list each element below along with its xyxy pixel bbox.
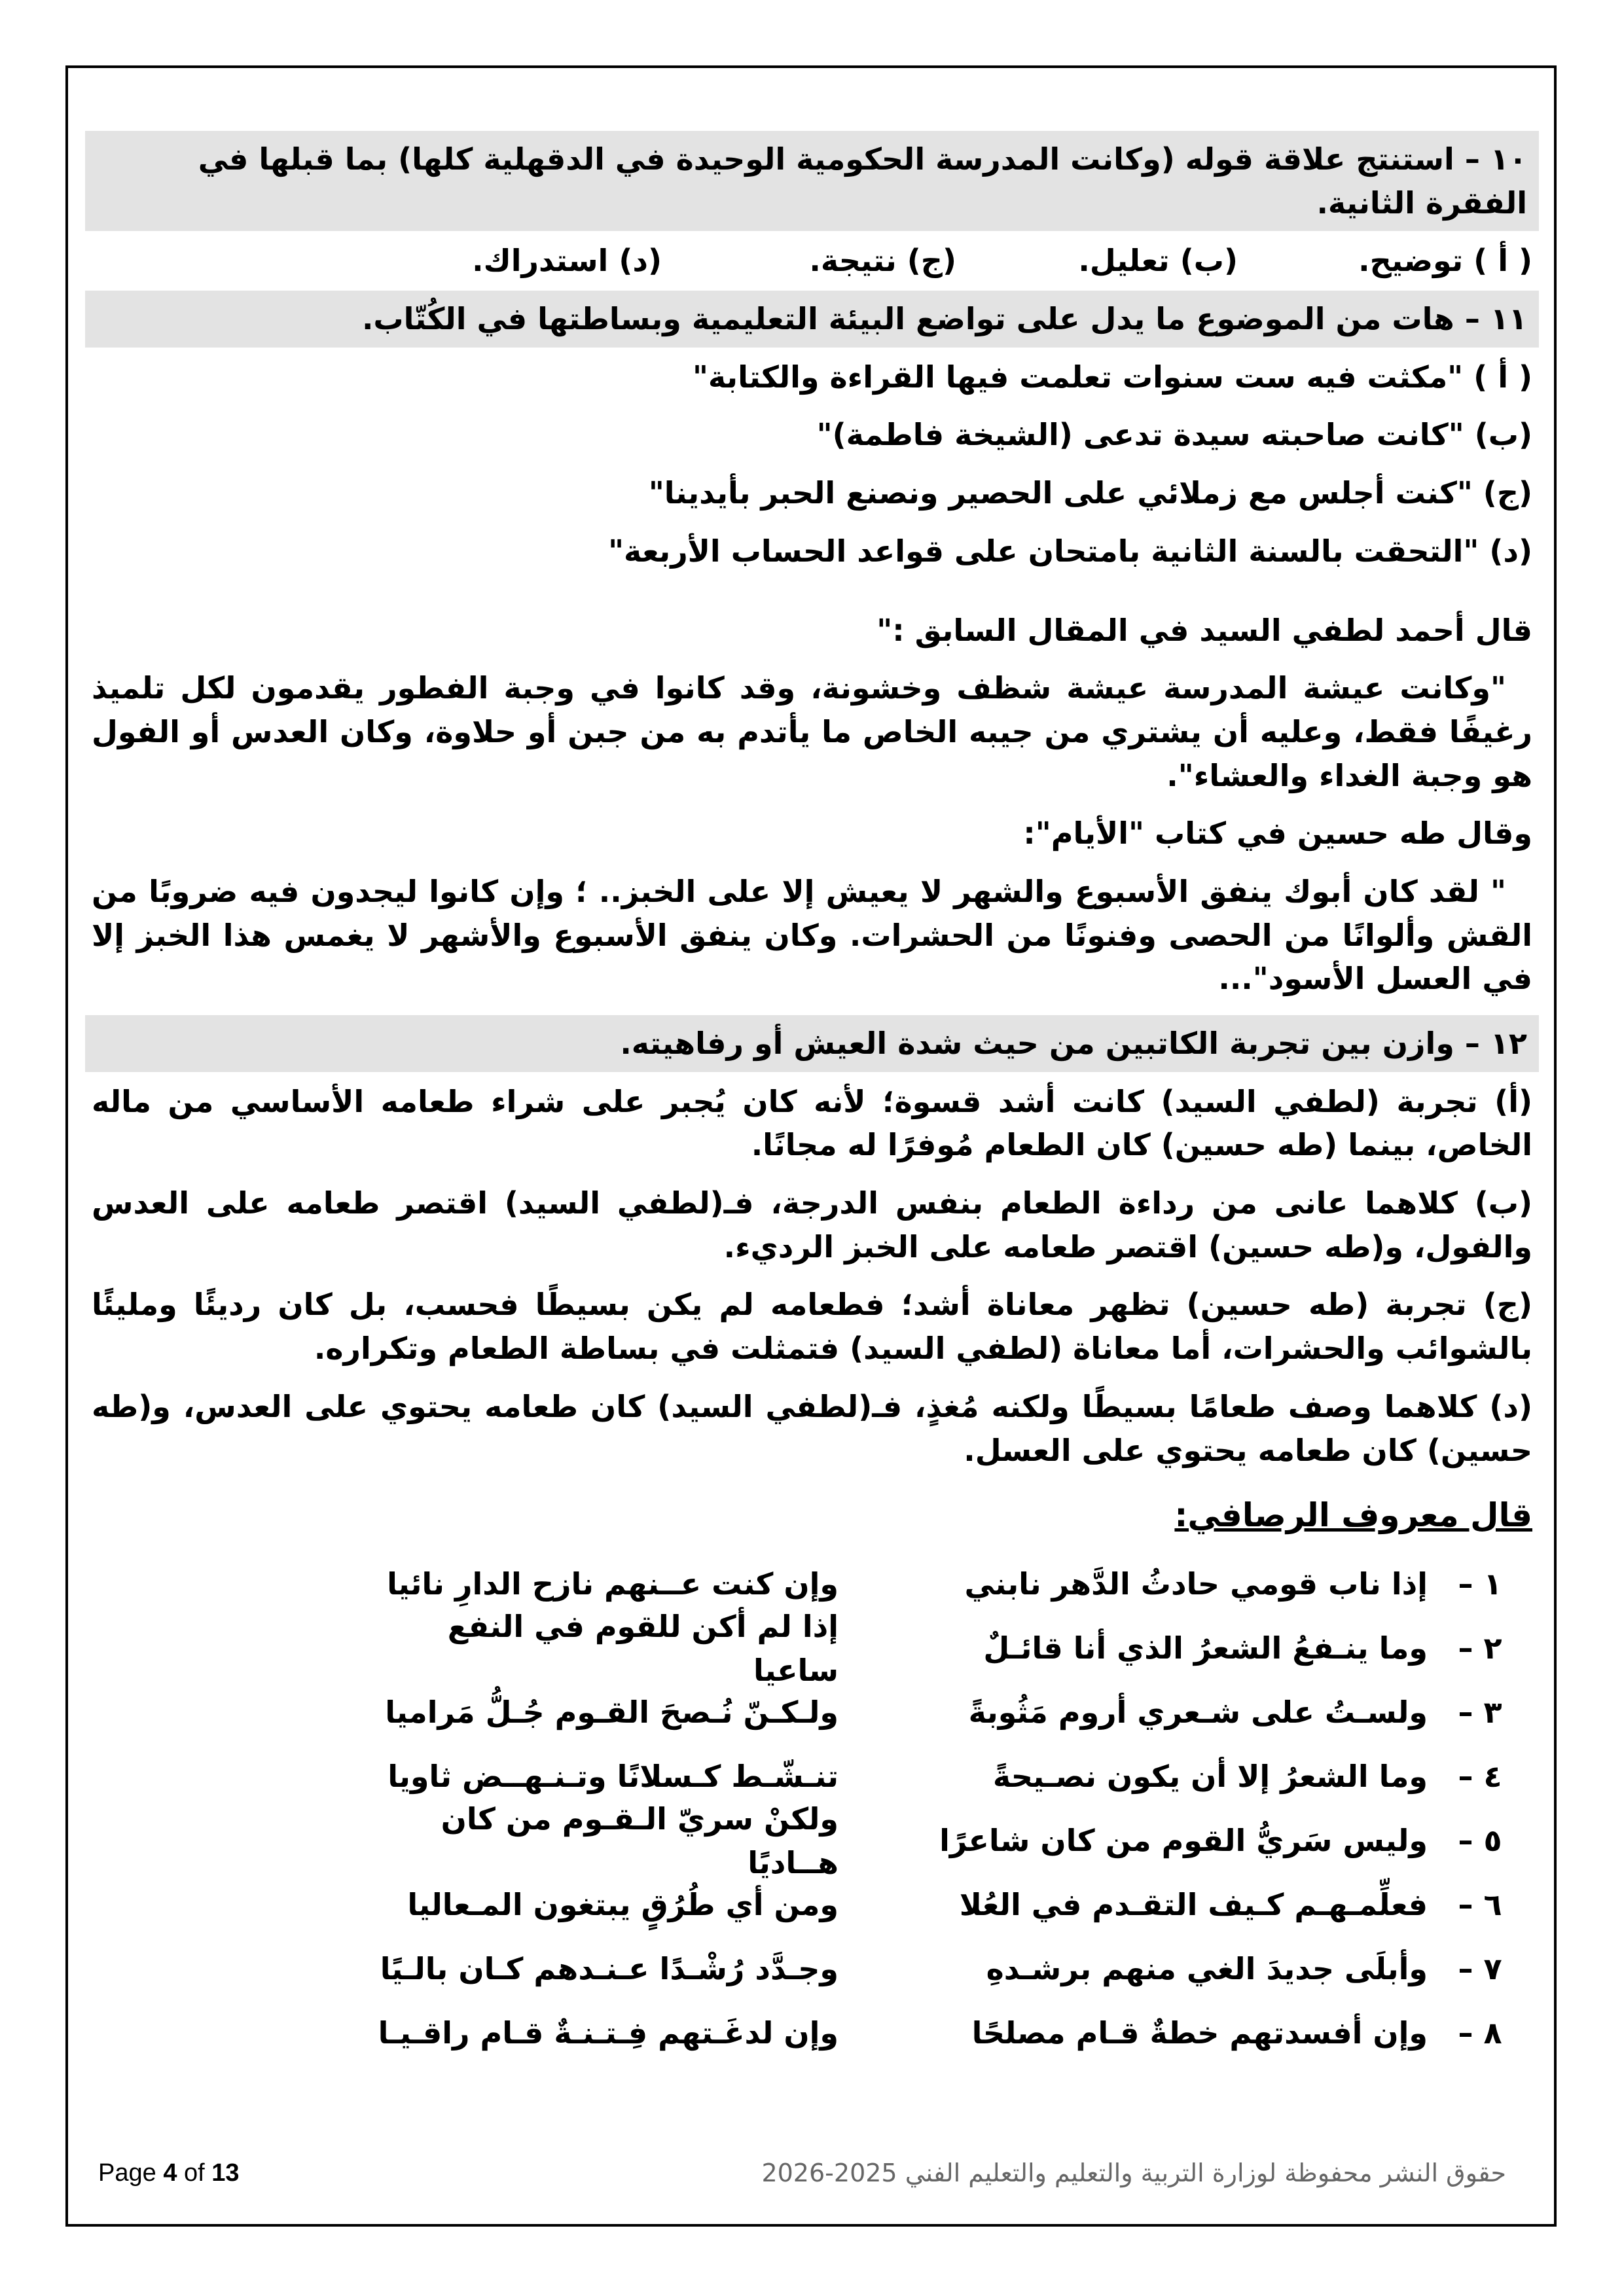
verse-second-hemistich: تنـشّـط كـسلانًا وتـنـهــض ثاويا: [388, 1759, 839, 1795]
poem-verse: [92, 1873, 1532, 1937]
option-d: (د) "التحقت بالسنة الثانية بامتحان على قواعد الحساب الأربعة": [608, 533, 1532, 569]
page-prefix: Page: [98, 2159, 164, 2187]
verse-number: ١ –: [1458, 1566, 1502, 1602]
passage-quote-1: "وكانت عيشة المدرسة عيشة شظف وخشونة، وقد كانوا في وجبة الفطور يقدمون لكل تلميذ رغيفًا فقط، وعليه أن يشتري من جيبه الخاص ما يأتدم به من جبن أو حلاوة، وكان العدس أو الفول هو وجبة الغداء والعشاء".: [92, 670, 1532, 793]
question-10-options: [92, 239, 1532, 283]
verse-second-hemistich: إذا لم أكن للقوم في النفع ساعيا: [447, 1609, 839, 1688]
verse-second-hemistich: وإن كنت عــنهم نازح الدارِ نائيا: [387, 1566, 839, 1602]
page-of: of: [177, 2159, 212, 2187]
option-b: (ب) تعليل.: [1078, 243, 1238, 279]
option-b: (ب) كلاهما عانى من رداءة الطعام بنفس الدرجة، فـ(لطفي السيد) اقتصر طعامه على العدس والفول، و(طه حسين) اقتصر طعامه على الخبز الرديء.: [92, 1185, 1532, 1265]
verse-first-hemistich: وأبلَى جديدَ الغي منهم برشـدهِ: [986, 1951, 1428, 1987]
poem-verse: [92, 1681, 1532, 1745]
passage-intro-1: قال أحمد لطفي السيد في المقال السابق :": [876, 612, 1532, 648]
verse-number: ٢ –: [1458, 1630, 1502, 1666]
passage-quote-2: " لقد كان أبوك ينفق الأسبوع والشهر لا يعيش إلا على الخبز.. ؛ وإن كانوا ليجدون فيه ضروبًا من القش وألوانًا من الحصى وفنونًا من الحشرات. وكان ينفق الأسبوع والأشهر لا يغمس هذا الخبز إلا في العسل الأسود"...: [92, 873, 1532, 997]
question-11: ١١ – هات من الموضوع ما يدل على تواضع البيئة التعليمية وبساطتها في الكُتّاب.: [85, 291, 1539, 348]
page-current: 4: [163, 2159, 177, 2187]
verse-number: ٨ –: [1458, 2015, 1502, 2051]
option-a: ( أ ) "مكثت فيه ست سنوات تعلمت فيها القراءة والكتابة": [692, 359, 1532, 395]
verse-number: ٦ –: [1458, 1887, 1502, 1923]
verse-first-hemistich: وإن أفسدتهم خطةٌ قـام مصلحًا: [971, 2015, 1428, 2051]
poem-title: قال معروف الرصافي:: [1174, 1496, 1532, 1535]
poem-verse: [92, 1609, 1532, 1688]
option-c: (ج) نتيجة.: [809, 243, 956, 279]
page-number: [98, 2159, 240, 2187]
verse-first-hemistich: إذا ناب قومي حادثُ الدَّهر نابني: [964, 1566, 1428, 1602]
option-c: (ج) "كنت أجلس مع زملائي على الحصير ونصنع الحبر بأيدينا": [648, 475, 1532, 511]
question-12: ١٢ – وازن بين تجربة الكاتبين من حيث شدة العيش أو رفاهيته.: [85, 1015, 1539, 1072]
passage-intro-2: وقال طه حسين في كتاب "الأيام":: [1023, 816, 1532, 852]
verse-number: ٧ –: [1458, 1951, 1502, 1987]
page-footer: [98, 2153, 1506, 2193]
option-b: (ب) "كانت صاحبته سيدة تدعى (الشيخة فاطمة)": [816, 417, 1532, 453]
verse-first-hemistich: وما الشعرُ إلا أن يكون نصـيحةً: [992, 1759, 1428, 1795]
question-10: ١٠ – استنتج علاقة قوله (وكانت المدرسة الحكومية الوحيدة في الدقهلية كلها) بما قبلها في الفقرة الثانية.: [85, 131, 1539, 231]
poem-verse: [92, 1801, 1532, 1880]
verse-second-hemistich: وجـدَّد رُشْـدًا عـنـدهم كـان بالـيًا: [380, 1951, 839, 1987]
verse-number: ٤ –: [1458, 1759, 1502, 1795]
option-c: (ج) تجربة (طه حسين) تظهر معاناة أشد؛ فطعامه لم يكن بسيطًا فحسب، بل كان رديئًا ومليئًا بالشوائب والحشرات، أما معاناة (لطفي السيد) فتمثلت في بساطة الطعام وتكراره.: [92, 1287, 1532, 1367]
poem-verse: [92, 2001, 1532, 2066]
poem-verse: [92, 1937, 1532, 2001]
option-a: ( أ ) توضيح.: [1358, 243, 1532, 279]
verse-number: ٣ –: [1458, 1695, 1502, 1731]
verse-first-hemistich: فعلِّمـهـم كـيف التقـدم في العُلا: [959, 1887, 1428, 1923]
verse-number: ٥ –: [1458, 1823, 1502, 1859]
option-a: (أ) تجربة (لطفي السيد) كانت أشد قسوة؛ لأنه كان يُجبر على شراء طعامه الأساسي من ماله الخاص، بينما (طه حسين) كان الطعام مُوفرًا له مجانًا.: [92, 1083, 1532, 1163]
option-d: (د) كلاهما وصف طعامًا بسيطًا ولكنه مُغذٍ، فـ(لطفي السيد) كان طعامه يحتوي على العدس، و(طه حسين) كان طعامه يحتوي على العسل.: [92, 1388, 1532, 1468]
copyright-notice: حقوق النشر محفوظة لوزارة التربية والتعليم والتعليم الفني 2025-2026: [761, 2159, 1506, 2187]
option-d: (د) استدراك.: [472, 243, 662, 279]
verse-first-hemistich: وليس سَريُّ القوم من كان شاعرًا: [939, 1823, 1428, 1859]
verse-second-hemistich: ومن أي طُرُقٍ يبتغون المـعاليا: [407, 1887, 839, 1923]
verse-first-hemistich: وما ينـفعُ الشعرُ الذي أنا قائـلٌ: [983, 1630, 1428, 1666]
verse-first-hemistich: ولسـتُ على شـعري أروم مَثُوبةً: [968, 1695, 1428, 1731]
poem: [92, 1552, 1532, 2066]
verse-second-hemistich: وإن لدغَـتهم فِـتـنـةٌ قـام راقـيـا: [378, 2015, 839, 2051]
verse-second-hemistich: ولكنْ سريّ الـقـوم من كان هــاديًا: [441, 1801, 839, 1880]
verse-second-hemistich: ولـكـنّ نُـصحَ القـوم جُـلُّ مَراميا: [385, 1695, 839, 1731]
page-content: [92, 131, 1532, 2066]
page-total: 13: [211, 2159, 240, 2187]
